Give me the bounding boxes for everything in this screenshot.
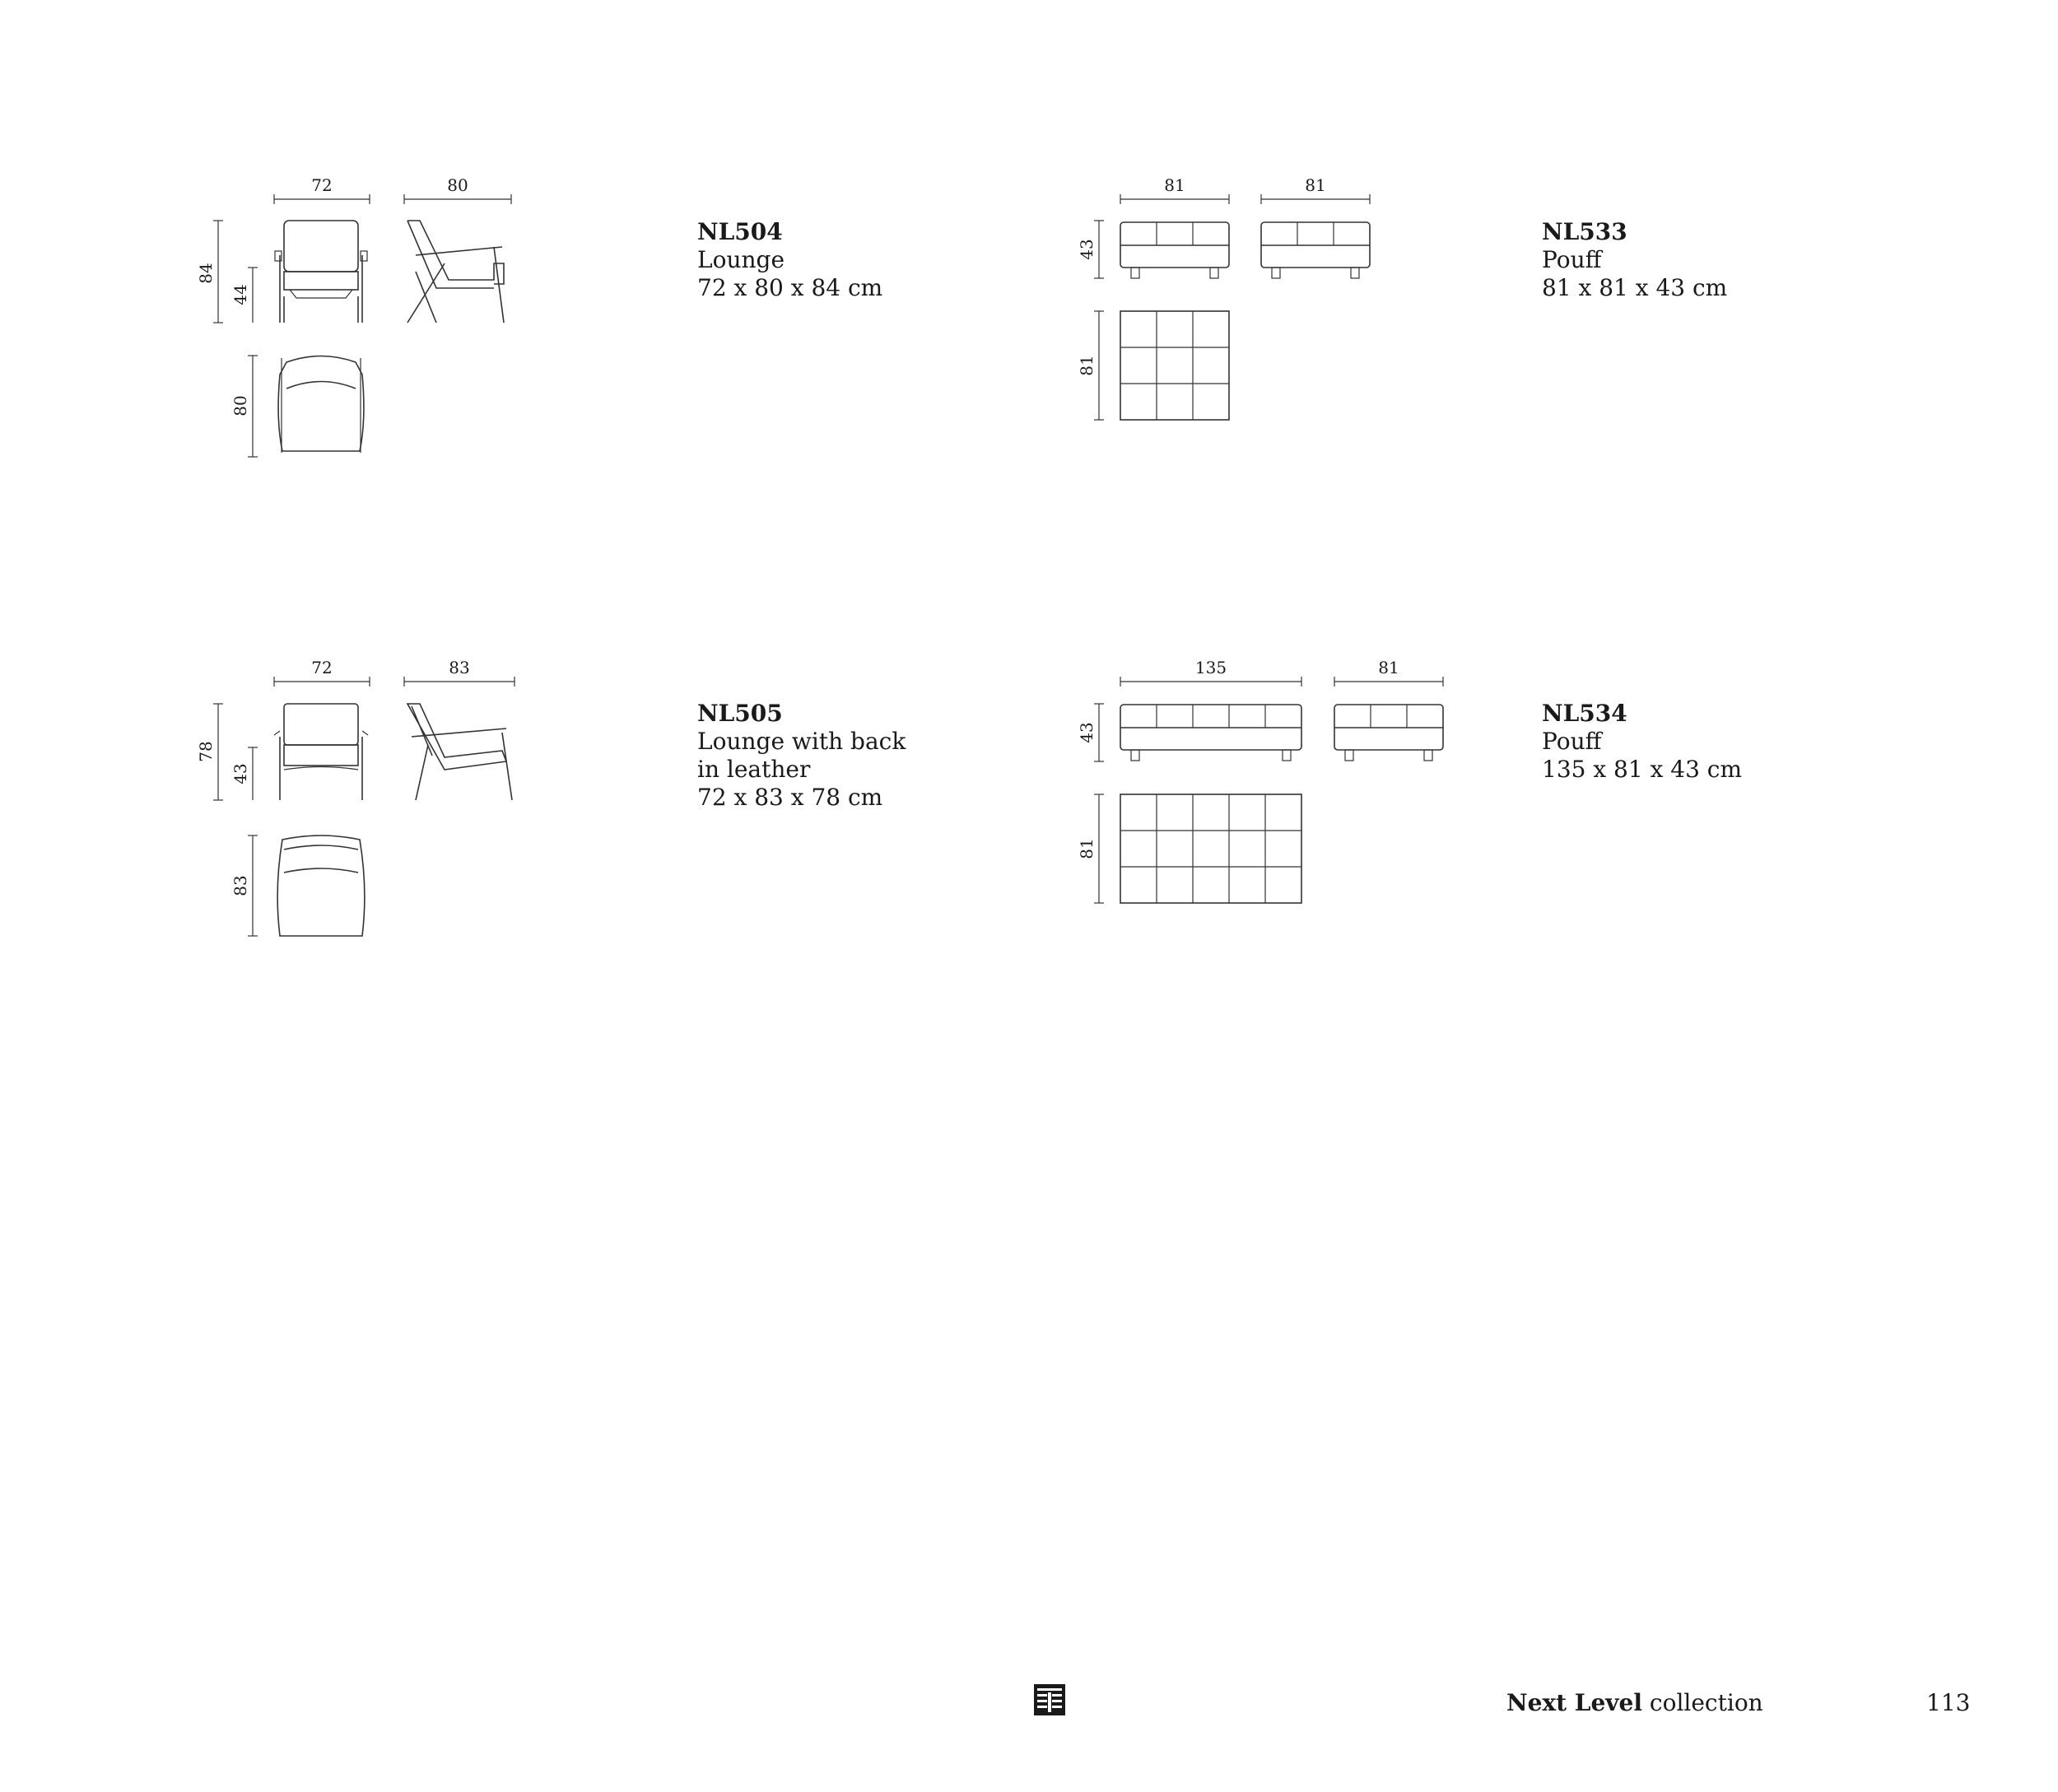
product-name-line2: in leather bbox=[697, 756, 811, 783]
product-code: NL533 bbox=[1542, 218, 1627, 245]
nl534-width-label: 135 bbox=[1194, 658, 1227, 677]
nl534-side-label: 81 bbox=[1378, 658, 1399, 677]
nl505-top-depth-label: 83 bbox=[230, 875, 250, 896]
product-code: NL504 bbox=[697, 218, 783, 245]
nl504-drawing bbox=[196, 175, 511, 457]
nl504-seat-label: 44 bbox=[230, 284, 250, 305]
nl505-width-label: 72 bbox=[311, 658, 333, 677]
product-dimensions: 72 x 80 x 84 cm bbox=[697, 274, 883, 301]
product-dimensions: 81 x 81 x 43 cm bbox=[1542, 274, 1728, 301]
product-nl534 bbox=[1542, 700, 1742, 784]
nl534-drawing bbox=[1077, 658, 1443, 903]
footer-brand-bold: Next Level bbox=[1506, 1689, 1643, 1716]
nl533-top-depth-label: 81 bbox=[1077, 355, 1097, 376]
product-nl533 bbox=[1542, 218, 1727, 302]
nl533-drawing bbox=[1077, 175, 1370, 420]
product-code: NL534 bbox=[1542, 700, 1627, 727]
product-name: Pouff bbox=[1542, 728, 1602, 755]
product-name: Lounge bbox=[697, 246, 785, 273]
nl504-height-label: 84 bbox=[196, 263, 216, 284]
footer-brand-rest: collection bbox=[1642, 1689, 1763, 1716]
nl505-seat-label: 43 bbox=[230, 763, 250, 784]
nl505-depth-label: 83 bbox=[449, 658, 470, 677]
nl533-width-label: 81 bbox=[1164, 175, 1185, 195]
nl505-height-label: 78 bbox=[196, 741, 216, 762]
nl533-height-label: 43 bbox=[1077, 239, 1097, 260]
nl533-side-label: 81 bbox=[1305, 175, 1326, 195]
product-name: Pouff bbox=[1542, 246, 1602, 273]
brand-logo-icon bbox=[1033, 1683, 1066, 1716]
product-dimensions: 72 x 83 x 78 cm bbox=[697, 784, 883, 811]
nl534-height-label: 43 bbox=[1077, 722, 1097, 743]
page-number: 113 bbox=[1926, 1689, 1971, 1716]
product-name-line1: Lounge with back bbox=[697, 728, 906, 755]
nl504-width-label: 72 bbox=[311, 175, 333, 195]
nl505-drawing bbox=[196, 658, 514, 936]
product-nl504 bbox=[697, 218, 882, 302]
nl504-top-depth-label: 80 bbox=[230, 395, 250, 417]
product-nl505 bbox=[697, 700, 906, 812]
product-code: NL505 bbox=[697, 700, 783, 727]
nl504-depth-label: 80 bbox=[447, 175, 468, 195]
nl534-top-depth-label: 81 bbox=[1077, 838, 1097, 859]
footer-collection-title bbox=[1506, 1689, 1763, 1716]
product-dimensions: 135 x 81 x 43 cm bbox=[1542, 756, 1743, 783]
